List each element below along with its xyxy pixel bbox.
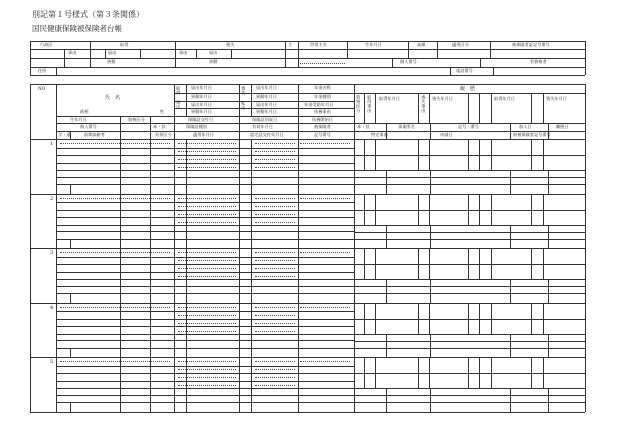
label-ido-1: 異動 bbox=[107, 59, 116, 64]
col-nintei-kofu: 認定証交付年月日 bbox=[250, 132, 284, 137]
col-todokede-ymd-3: 届出年月日 bbox=[256, 85, 277, 90]
col-hihokensha: 被保険者 bbox=[314, 124, 331, 129]
col-soshitsu-ymd: 喪失年月日 bbox=[432, 96, 453, 101]
col-gyoseiku: 行政区 bbox=[40, 42, 53, 47]
col-shimei: 氏 名 bbox=[105, 95, 121, 101]
col-tokutei-jiyu: 特定事由 bbox=[371, 132, 388, 137]
row-divider bbox=[30, 248, 585, 249]
col-soshitsu-ymd-2: 喪失年月日 bbox=[546, 96, 567, 101]
col-soshitsu-jiyu-v: 喪失事由 bbox=[421, 95, 427, 113]
col-hon-fuku: 本・扶 bbox=[153, 124, 166, 129]
label-todokede-2: 届出 bbox=[209, 50, 218, 55]
label-jiyu-2: 事由 bbox=[179, 50, 188, 55]
label-ido-2: 異動 bbox=[209, 59, 218, 64]
row-divider bbox=[30, 303, 585, 304]
col-dattaibi: 離脱日 bbox=[556, 124, 569, 129]
col-kigo-bango-2: 記号・番号 bbox=[458, 124, 479, 129]
label-denwa: 電話番号 bbox=[456, 68, 473, 73]
row-number: 1 bbox=[50, 141, 54, 147]
col-nenkin-meisho: 年金名称 bbox=[314, 85, 331, 90]
col-fuyo-kaishi: 扶養開始日 bbox=[312, 117, 333, 122]
col-kigo-bango: 記号番号 bbox=[314, 132, 331, 137]
row-number: 2 bbox=[50, 195, 54, 202]
col-kanyubi: 加入日 bbox=[519, 124, 532, 129]
col-soshitsu-v: 喪失 bbox=[241, 86, 247, 95]
col-hokensho-shubetsu: 保険証種別 bbox=[186, 124, 207, 129]
col-hon-fuku-2: 本・扶 bbox=[357, 124, 370, 129]
label-yushikakusha: 有資格者 bbox=[530, 59, 547, 64]
col-nenkin-shubetsu: 年金種別 bbox=[314, 94, 331, 99]
col-futan-kubun: 負担区分 bbox=[155, 132, 172, 137]
col-tsuzukigara: 続柄 bbox=[80, 109, 89, 114]
col-todokede-ymd-1: 届出年月日 bbox=[191, 85, 212, 90]
row-number: 5 bbox=[50, 359, 54, 365]
row-number: 4 bbox=[50, 304, 54, 311]
col-ido-ymd-4: 異動年月日 bbox=[256, 109, 277, 114]
col-shutoku: 取得 bbox=[120, 42, 129, 47]
row-divider bbox=[30, 412, 585, 413]
col-rireki: 履 歴 bbox=[460, 86, 476, 92]
label-kojin-bango: 個人番号 bbox=[400, 59, 417, 64]
col-shutoku-ymd: 取得年月日 bbox=[379, 96, 400, 101]
col-zen-hihokensha: 前被保険者記号番号 bbox=[513, 132, 551, 137]
col-todokede-ymd-2: 届出年月日 bbox=[191, 102, 212, 107]
col-kojin-bango: 個人番号 bbox=[80, 124, 97, 129]
col-sei: 性 bbox=[160, 109, 165, 114]
col-seinengappi: 生年月日 bbox=[70, 117, 87, 122]
col-jigyosho-mei: 事業所名 bbox=[398, 124, 415, 129]
col-zen-kakuninsha: 前期高齢者 bbox=[84, 132, 105, 137]
col-ido-ymd-3: 異動年月日 bbox=[256, 94, 277, 99]
col-shikaku-v: 資格区分 bbox=[356, 95, 362, 113]
col-todokede-v: 届出 bbox=[176, 100, 182, 109]
col-no: NO bbox=[38, 86, 46, 91]
label-jiyu-1: 事由 bbox=[68, 50, 77, 55]
col-seinengappi: 生年月日 bbox=[365, 42, 382, 47]
col-soshitsu: 喪失 bbox=[226, 42, 235, 47]
form-caption: 別記第１号様式（第３条関係） bbox=[32, 10, 144, 19]
col-shikaku-kubun: 資格区分 bbox=[128, 117, 145, 122]
col-shinseibi: 申請日 bbox=[440, 132, 453, 137]
col-ido-ymd-2: 異動年月日 bbox=[191, 109, 212, 114]
col-shutoku-ymd-2: 取得年月日 bbox=[494, 96, 515, 101]
col-ido-ymd-1: 異動年月日 bbox=[191, 94, 212, 99]
row-number: 3 bbox=[50, 250, 54, 256]
col-shutoku-jiyu-v: 取得事由 bbox=[367, 95, 373, 113]
col-hihokenshakigo: 被保険者証記号番号 bbox=[512, 42, 550, 47]
label-jusho: 住所 bbox=[38, 68, 47, 73]
row-divider bbox=[30, 357, 585, 358]
label-todokede-1: 届出 bbox=[108, 50, 117, 55]
col-setainushi: 世帯主名 bbox=[310, 42, 327, 47]
col-hokensho-kaishubi: 保険証回収日 bbox=[252, 117, 278, 122]
col-fuyo-jiyu: 扶養事由 bbox=[314, 109, 331, 114]
col-gengaku: 適用区分 bbox=[452, 42, 469, 47]
col-gaku-sui: 学・遠 bbox=[58, 132, 71, 137]
row-divider bbox=[30, 194, 585, 195]
col-kogaku: 高額 bbox=[417, 42, 426, 47]
col-yuko-ymd: 有効年月日 bbox=[252, 124, 273, 129]
col-nushi: 主 bbox=[288, 42, 293, 47]
col-todokede-ymd-4: 届出年月日 bbox=[256, 102, 277, 107]
col-nenkin-shikyu: 年金受給年月日 bbox=[304, 102, 334, 107]
col-shutoku-v: 取得 bbox=[176, 86, 182, 95]
form-title: 国民健康保険被保険者台帳 bbox=[32, 24, 122, 33]
col-hokensho-kofubi: 保険証交付日 bbox=[188, 117, 214, 122]
col-shishutsu-v: 転出 bbox=[241, 101, 247, 110]
col-tekiyo-ymd: 適用年月日 bbox=[193, 132, 214, 137]
